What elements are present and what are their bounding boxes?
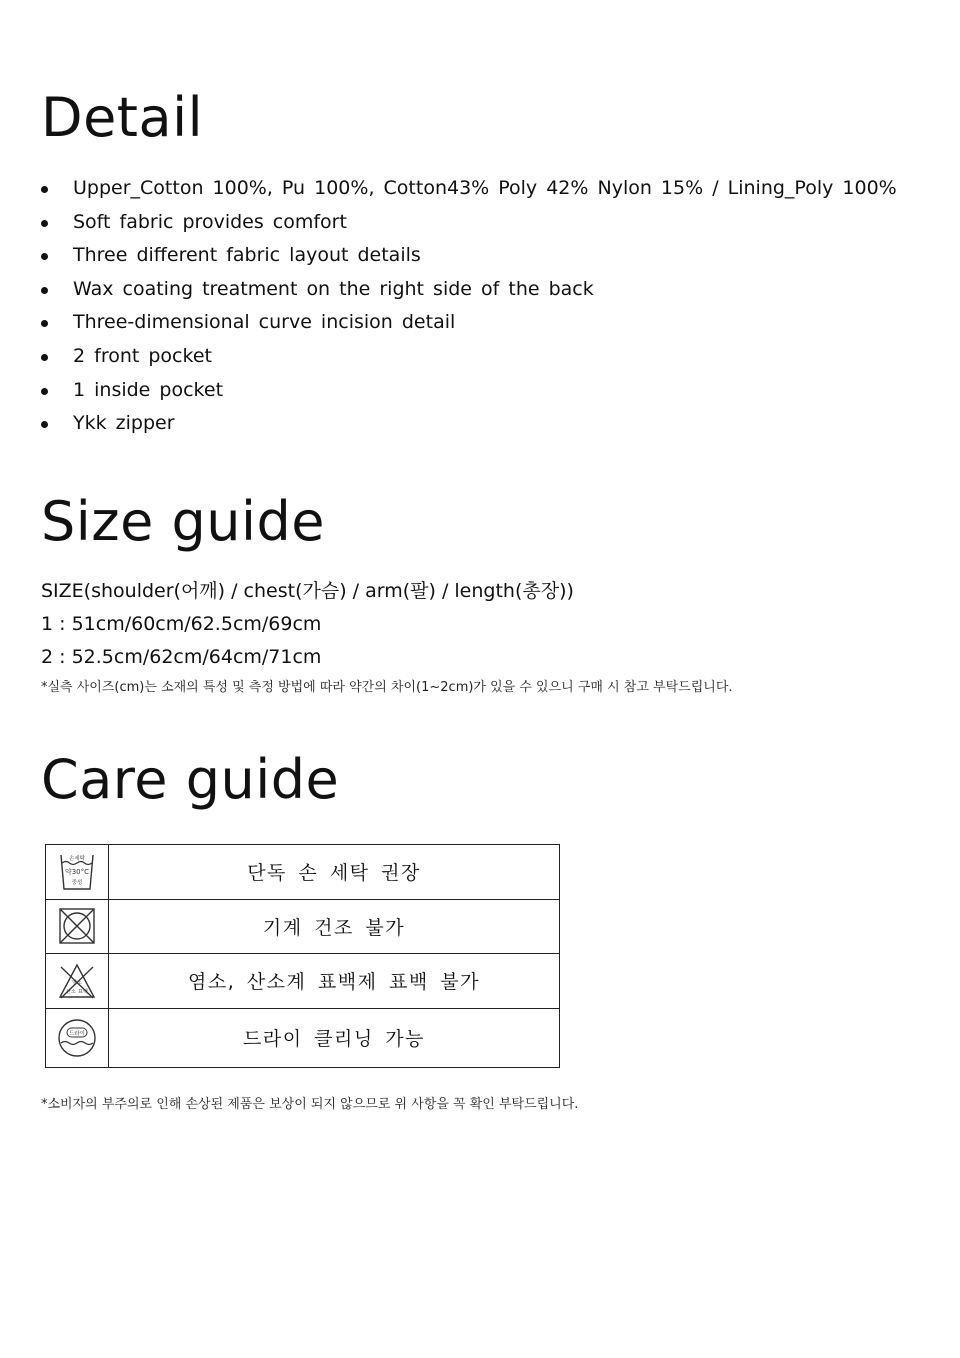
bullet-icon xyxy=(41,287,48,294)
size-header: SIZE(shoulder(어깨) / chest(가슴) / arm(팔) / length(총장)) xyxy=(41,580,574,602)
bullet-icon xyxy=(41,354,48,361)
care-label: 단독 손 세탁 권장 xyxy=(109,845,560,900)
size-guide-title: Size guide xyxy=(41,490,326,553)
care-note: *소비자의 부주의로 인해 손상된 제품은 보상이 되지 않으므로 위 사항을 꼭 확인 부탁드립니다. xyxy=(41,1097,579,1112)
no-tumble-dry-icon xyxy=(46,899,109,954)
bullet-icon xyxy=(41,220,48,227)
size-guide-block xyxy=(41,575,574,674)
bullet-icon xyxy=(41,388,48,395)
care-table xyxy=(45,844,560,1068)
detail-item: Ykk zipper xyxy=(41,407,941,441)
svg-text:약30°C: 약30°C xyxy=(64,867,90,876)
detail-item: Three-dimensional curve incision detail xyxy=(41,306,941,340)
care-row xyxy=(46,845,560,900)
size-row: 1 : 51cm/60cm/62.5cm/69cm xyxy=(41,613,322,635)
size-note: *실측 사이즈(cm)는 소재의 특성 및 측정 방법에 따라 약간의 차이(1~2cm)가 있을 수 있으니 구매 시 참고 부탁드립니다. xyxy=(41,680,733,695)
detail-item: 1 inside pocket xyxy=(41,374,941,408)
bullet-icon xyxy=(41,421,48,428)
detail-item: Three different fabric layout details xyxy=(41,239,941,273)
size-row: 2 : 52.5cm/62cm/64cm/71cm xyxy=(41,646,322,668)
hand-wash-icon xyxy=(46,845,109,900)
bullet-icon xyxy=(41,253,48,260)
care-label: 드라이 클리닝 가능 xyxy=(109,1008,560,1067)
svg-text:손세탁: 손세탁 xyxy=(69,855,85,862)
detail-title: Detail xyxy=(41,86,204,149)
svg-text:드라이: 드라이 xyxy=(69,1030,85,1037)
svg-text:표백: 표백 xyxy=(78,988,88,995)
detail-item: Soft fabric provides comfort xyxy=(41,206,941,240)
detail-item: Wax coating treatment on the right side of the back xyxy=(41,273,941,307)
bullet-icon xyxy=(41,320,48,327)
svg-text:염소: 염소 xyxy=(72,979,82,986)
detail-item: 2 front pocket xyxy=(41,340,941,374)
no-bleach-icon xyxy=(46,954,109,1009)
detail-item: Upper_Cotton 100%, Pu 100%, Cotton43% Poly 42% Nylon 15% / Lining_Poly 100% xyxy=(41,172,941,206)
svg-text:중성: 중성 xyxy=(71,879,83,886)
care-label: 염소, 산소계 표백제 표백 불가 xyxy=(109,954,560,1009)
svg-text:산소: 산소 xyxy=(66,988,76,995)
care-label: 기계 건조 불가 xyxy=(109,899,560,954)
care-row xyxy=(46,954,560,1009)
care-row xyxy=(46,899,560,954)
care-row xyxy=(46,1008,560,1067)
dry-clean-icon xyxy=(46,1008,109,1067)
care-guide-title: Care guide xyxy=(41,748,340,811)
detail-list xyxy=(41,172,941,441)
bullet-icon xyxy=(41,186,48,193)
